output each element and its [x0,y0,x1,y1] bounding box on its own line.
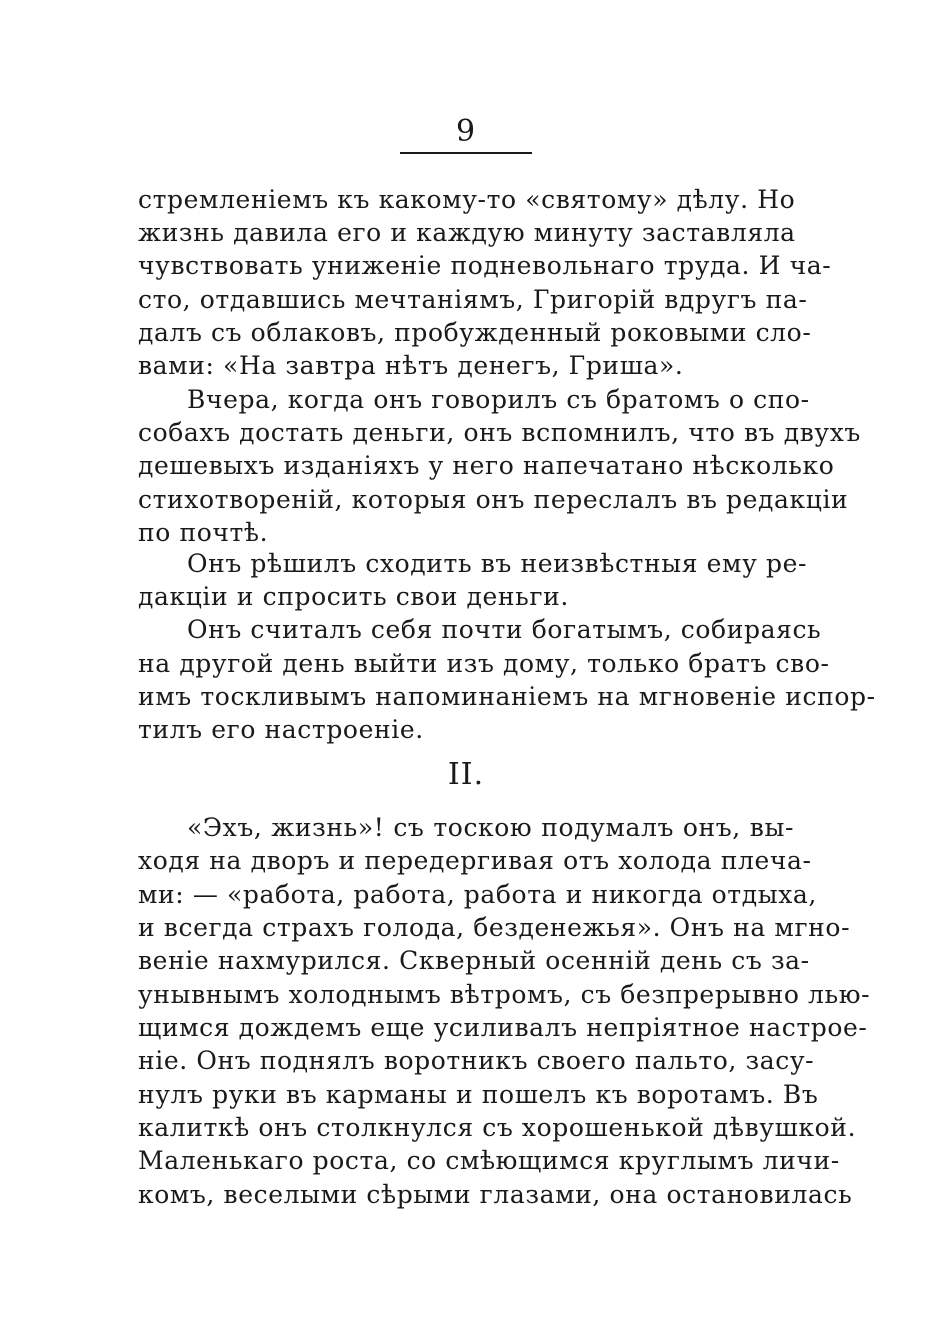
paragraph-first-line: Вчера, когда онъ говорилъ съ братомъ о спо- [187,385,810,414]
text-line: имъ тоскливымъ напоминаніемъ на мгновеніе испор- [138,682,876,711]
paragraph-first-line: «Эхъ, жизнь»! съ тоскою подумалъ онъ, вы- [187,813,794,842]
text-line: собахъ достать деньги, онъ вспомнилъ, что въ двухъ [138,418,861,447]
text-line: чувствовать униженіе подневольнаго труда. И ча- [138,251,832,280]
text-line: стихотвореній, которыя онъ переслалъ въ редакціи [138,485,849,514]
paragraph-first-line: Онъ считалъ себя почти богатымъ, собираясь [187,615,822,644]
page-number-rule [400,152,532,154]
text-line: комъ, веселыми сѣрыми глазами, она остановилась [138,1180,853,1209]
text-line: унывнымъ холоднымъ вѣтромъ, съ безпрерывно лью- [138,980,871,1009]
text-line: дешевыхъ изданіяхъ у него напечатано нѣсколько [138,451,835,480]
text-line: далъ съ облаковъ, пробужденный роковыми сло- [138,318,812,347]
text-line: дакціи и спросить свои деньги. [138,582,569,611]
text-line: ходя на дворъ и передергивая отъ холода плеча- [138,846,812,875]
text-line: щимся дождемъ еще усиливалъ непріятное настрое- [138,1013,868,1042]
text-line: нулъ руки въ карманы и пошелъ къ воротамъ. Въ [138,1080,819,1109]
page-number: 9 [455,114,477,149]
text-line: жизнь давила его и каждую минуту заставляла [138,218,796,247]
text-line: Маленькаго роста, со смѣющимся круглымъ личи- [138,1146,840,1175]
section-heading: II. [447,757,485,792]
text-line: по почтѣ. [138,518,269,547]
text-line: на другой день выйти изъ дому, только братъ сво- [138,649,830,678]
text-line: тилъ его настроеніе. [138,715,424,744]
text-line: калиткѣ онъ столкнулся съ хорошенькой дѣвушкой. [138,1113,857,1142]
text-line: веніе нахмурился. Скверный осенній день съ за- [138,946,810,975]
text-line: вами: «На завтра нѣтъ денегъ, Гриша». [138,351,684,380]
text-line: ніе. Онъ поднялъ воротникъ своего пальто, засу- [138,1046,815,1075]
paragraph-first-line: Онъ рѣшилъ сходить въ неизвѣстныя ему ре- [187,549,808,578]
text-line: сто, отдавшись мечтаніямъ, Григорій вдругъ па- [138,285,808,314]
text-line: и всегда страхъ голода, безденежья». Онъ на мгно- [138,913,851,942]
text-line: ми: — «работа, работа, работа и никогда отдыха, [138,880,817,909]
text-line: стремленіемъ къ какому-то «святому» дѣлу. Но [138,185,796,214]
